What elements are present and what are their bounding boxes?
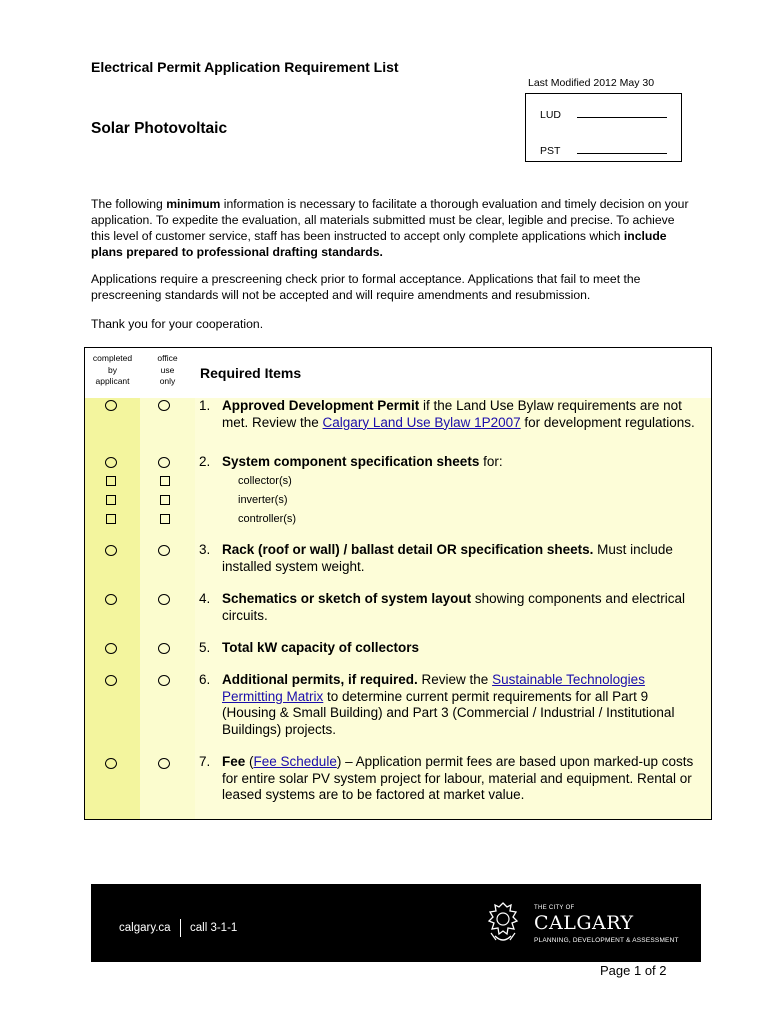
- office-header-line: only: [159, 376, 176, 386]
- item-number: 6.: [199, 672, 211, 687]
- item-text-a: if the Land Use Bylaw requirements are not met. Review the: [222, 398, 682, 430]
- item-text-a: showing components and electrical circuits.: [222, 591, 685, 623]
- item-bold: Total kW capacity of collectors: [222, 640, 420, 655]
- item-bold: Fee: [222, 754, 246, 769]
- intro-paragraph-2: Applications require a prescreening check prior to formal acceptance. Applications that fail to meet the prescreening standards will not be accepted and will require amendments and resubmission.: [91, 272, 641, 302]
- office-check-circle[interactable]: [158, 643, 170, 654]
- item-text: [222, 591, 699, 624]
- item-text: [222, 454, 699, 471]
- applicant-check-circle[interactable]: [105, 594, 117, 605]
- footer-call: call 3-1-1: [190, 922, 238, 934]
- lud-row: [540, 109, 561, 121]
- intro-minimum: minimum: [166, 197, 221, 211]
- applicant-column-header: [85, 353, 140, 388]
- pst-label: PST: [540, 145, 561, 157]
- office-checkbox[interactable]: [160, 476, 170, 486]
- intro-paragraph-1: [91, 196, 691, 260]
- requirement-item-1: [199, 398, 699, 431]
- item-number: 5.: [199, 640, 211, 655]
- applicant-check-circle[interactable]: [105, 758, 117, 769]
- applicant-check-circle[interactable]: [105, 643, 117, 654]
- footer-banner: [91, 884, 701, 962]
- item-text-a: Review the: [417, 672, 493, 687]
- applicant-checkbox[interactable]: [106, 514, 116, 524]
- fee-schedule-link[interactable]: Fee Schedule: [253, 754, 337, 769]
- brand-city-of: THE CITY OF: [534, 905, 575, 911]
- doc-title: Electrical Permit Application Requirement List: [91, 59, 399, 75]
- item-bold: Additional permits, if required.: [222, 672, 418, 687]
- applicant-header-line: applicant: [95, 376, 130, 386]
- office-check-circle[interactable]: [158, 457, 170, 468]
- requirement-item-5: [199, 640, 699, 657]
- applicant-checkbox[interactable]: [106, 476, 116, 486]
- item-number: 1.: [199, 398, 211, 413]
- last-modified: Last Modified 2012 May 30: [528, 77, 655, 89]
- item-text-b: to determine current permit requirements for all Part 9 (Housing & Small Building) and Part 3 (Commercial / Industrial / Institutional Buildings) projects.: [222, 688, 675, 737]
- requirement-item-6: [199, 672, 699, 738]
- item-number: 3.: [199, 542, 211, 557]
- applicant-checkbox[interactable]: [106, 495, 116, 505]
- lud-signature-line: [577, 117, 667, 118]
- item-text-a: for:: [479, 454, 503, 469]
- item-number: 4.: [199, 591, 211, 606]
- applicant-check-circle[interactable]: [105, 675, 117, 686]
- applicant-check-circle[interactable]: [105, 400, 117, 411]
- office-checkbox[interactable]: [160, 514, 170, 524]
- permitting-matrix-link[interactable]: Sustainable Technologies Permitting Matrix: [222, 672, 645, 704]
- office-header-line: use: [160, 364, 175, 375]
- item-text: [222, 640, 699, 657]
- city-crest-icon: [484, 900, 522, 946]
- office-check-circle[interactable]: [158, 594, 170, 605]
- required-items-heading: Required Items: [200, 365, 302, 381]
- item-bold: Approved Development Permit: [222, 398, 420, 413]
- requirements-table: [84, 347, 712, 820]
- intro-paragraph-3: Thank you for your cooperation.: [91, 317, 264, 331]
- item-text: [222, 542, 699, 575]
- item-number: 7.: [199, 754, 211, 769]
- subitem-controllers: controller(s): [238, 513, 297, 525]
- intro-text-a: The following: [91, 197, 167, 211]
- item-text: [222, 754, 699, 804]
- pst-row: [540, 145, 560, 157]
- applicant-check-circle[interactable]: [105, 545, 117, 556]
- office-check-circle[interactable]: [158, 675, 170, 686]
- land-use-bylaw-link[interactable]: Calgary Land Use Bylaw 1P2007: [322, 414, 521, 430]
- brand-calgary: CALGARY: [534, 912, 634, 934]
- lud-label: LUD: [540, 109, 562, 121]
- brand-department: PLANNING, DEVELOPMENT & ASSESSMENT: [534, 937, 679, 944]
- intro-text-b: information is necessary to facilitate a thorough evaluation and timely decision on your application. To expedite the evaluation, all materials submitted must be clear, legible and precise. To achieve this level of customer service, staff has been instructed to accept only complete applications which: [91, 197, 689, 243]
- office-check-circle[interactable]: [158, 400, 170, 411]
- item-bold: Schematics or sketch of system layout: [222, 591, 472, 606]
- applicant-header-line: completed: [92, 353, 133, 363]
- item-text-a: Must include installed system weight.: [222, 542, 673, 574]
- requirement-item-4: [199, 591, 699, 624]
- applicant-header-line: by: [108, 364, 117, 375]
- requirement-item-3: [199, 542, 699, 575]
- office-column-header: [140, 353, 195, 388]
- subitem-inverters: inverter(s): [238, 494, 288, 506]
- requirement-item-7: [199, 754, 699, 804]
- office-checkbox[interactable]: [160, 495, 170, 505]
- item-text-a: (: [245, 754, 254, 769]
- item-text: [222, 672, 699, 738]
- signoff-box: [525, 93, 682, 162]
- requirement-item-2: [199, 454, 699, 471]
- footer-site-link[interactable]: calgary.ca: [119, 922, 171, 934]
- office-check-circle[interactable]: [158, 758, 170, 769]
- footer-separator: [180, 919, 181, 937]
- page-number: Page 1 of 2: [600, 963, 667, 978]
- item-text-b: ) – Application permit fees are based upon marked-up costs for entire solar PV system project for labour, material and equipment. Rental or leased systems are to be factored at market value.: [222, 754, 694, 802]
- office-header-line: office: [157, 353, 178, 363]
- page-subtitle: Solar Photovoltaic: [91, 120, 228, 137]
- applicant-check-circle[interactable]: [105, 457, 117, 468]
- item-text: [222, 398, 699, 431]
- item-bold: System component specification sheets: [222, 454, 480, 469]
- pst-signature-line: [577, 153, 667, 154]
- item-bold: Rack (roof or wall) / ballast detail OR specification sheets.: [222, 542, 594, 557]
- intro-drafting-standards: include plans prepared to professional drafting standards.: [91, 229, 667, 259]
- subitem-collectors: collector(s): [238, 475, 292, 487]
- office-check-circle[interactable]: [158, 545, 170, 556]
- item-number: 2.: [199, 454, 211, 469]
- item-text-b: for development regulations.: [520, 414, 695, 430]
